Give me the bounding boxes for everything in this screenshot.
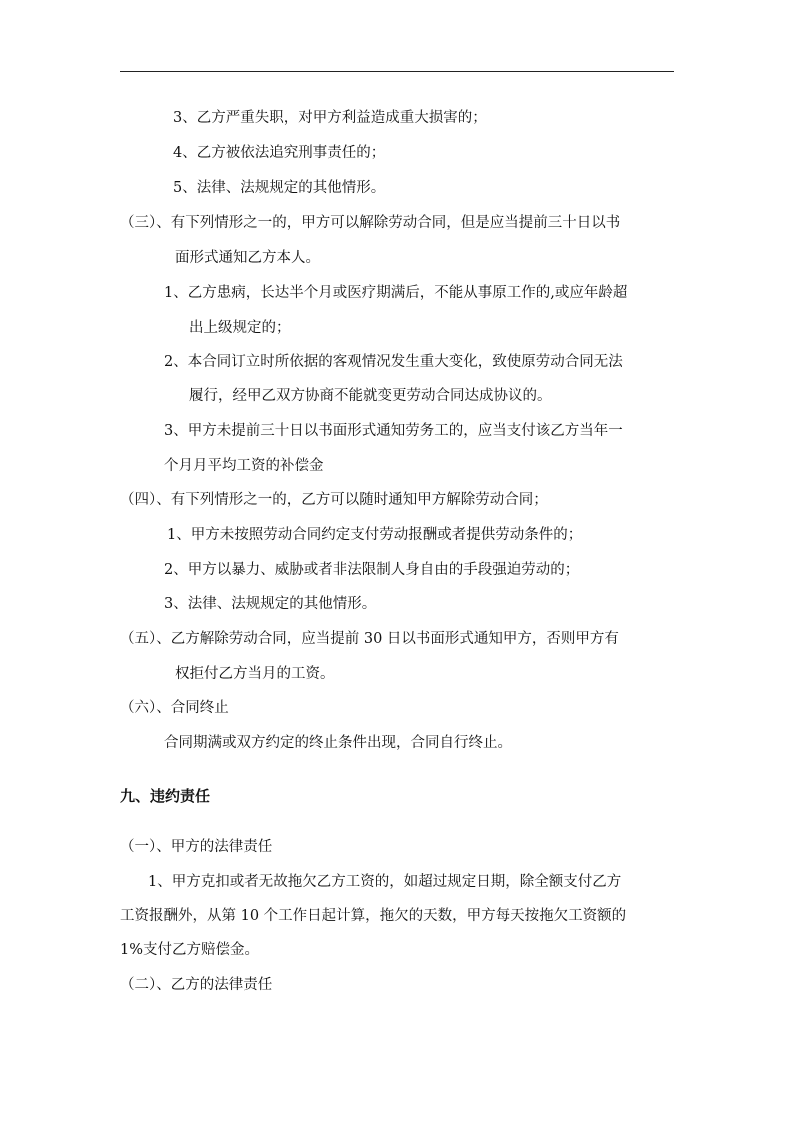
text-line: 3、法律、法规规定的其他情形。 <box>164 596 377 612</box>
text-line: 4、乙方被依法追究刑事责任的； <box>173 145 386 161</box>
text-line: 个月月平均工资的补偿金 <box>164 458 324 474</box>
text-line: 1、甲方克扣或者无故拖欠乙方工资的，如超过规定日期，除全额支付乙方 <box>148 874 622 890</box>
text-line: 2、本合同订立时所依据的客观情况发生重大变化，致使原劳动合同无法 <box>164 354 623 370</box>
text-line: 2、甲方以暴力、威胁或者非法限制人身自由的手段强迫劳动的； <box>164 562 580 578</box>
text-line: 工资报酬外，从第 10 个工作日起计算，拖欠的天数，甲方每天按拖欠工资额的 <box>120 908 627 924</box>
text-line: 3、乙方严重失职，对甲方利益造成重大损害的； <box>173 110 487 126</box>
text-line: 5、法律、法规规定的其他情形。 <box>173 180 386 196</box>
text-line: （一）、甲方的法律责任 <box>120 839 273 855</box>
text-line: （五）、乙方解除劳动合同，应当提前 30 日以书面形式通知甲方，否则甲方有 <box>120 631 619 647</box>
text-line: 履行，经甲乙双方协商不能就变更劳动合同达成协议的。 <box>189 388 552 404</box>
text-line: 合同期满或双方约定的终止条件出现，合同自行终止。 <box>164 735 512 751</box>
text-line: （三）、有下列情形之一的，甲方可以解除劳动合同，但是应当提前三十日以书 <box>120 215 621 231</box>
text-line: （二）、乙方的法律责任 <box>120 977 273 993</box>
header-rule <box>120 71 674 72</box>
text-line: 权拒付乙方当月的工资。 <box>175 666 335 682</box>
text-line: （六）、合同终止 <box>120 700 229 716</box>
text-line: 1、甲方未按照劳动合同约定支付劳动报酬或者提供劳动条件的； <box>167 527 583 543</box>
text-line: 面形式通知乙方本人。 <box>175 250 320 266</box>
text-line: （四）、有下列情形之一的，乙方可以随时通知甲方解除劳动合同； <box>120 492 548 508</box>
text-line: 出上级规定的； <box>189 320 291 336</box>
text-line: 1%支付乙方赔偿金。 <box>120 942 260 958</box>
text-line: 3、甲方未提前三十日以书面形式通知劳务工的，应当支付该乙方当年一 <box>164 423 623 439</box>
section-heading: 九、违约责任 <box>120 787 211 805</box>
text-line: 1、乙方患病，长达半个月或医疗期满后，不能从事原工作的,或应年龄超 <box>164 285 628 301</box>
